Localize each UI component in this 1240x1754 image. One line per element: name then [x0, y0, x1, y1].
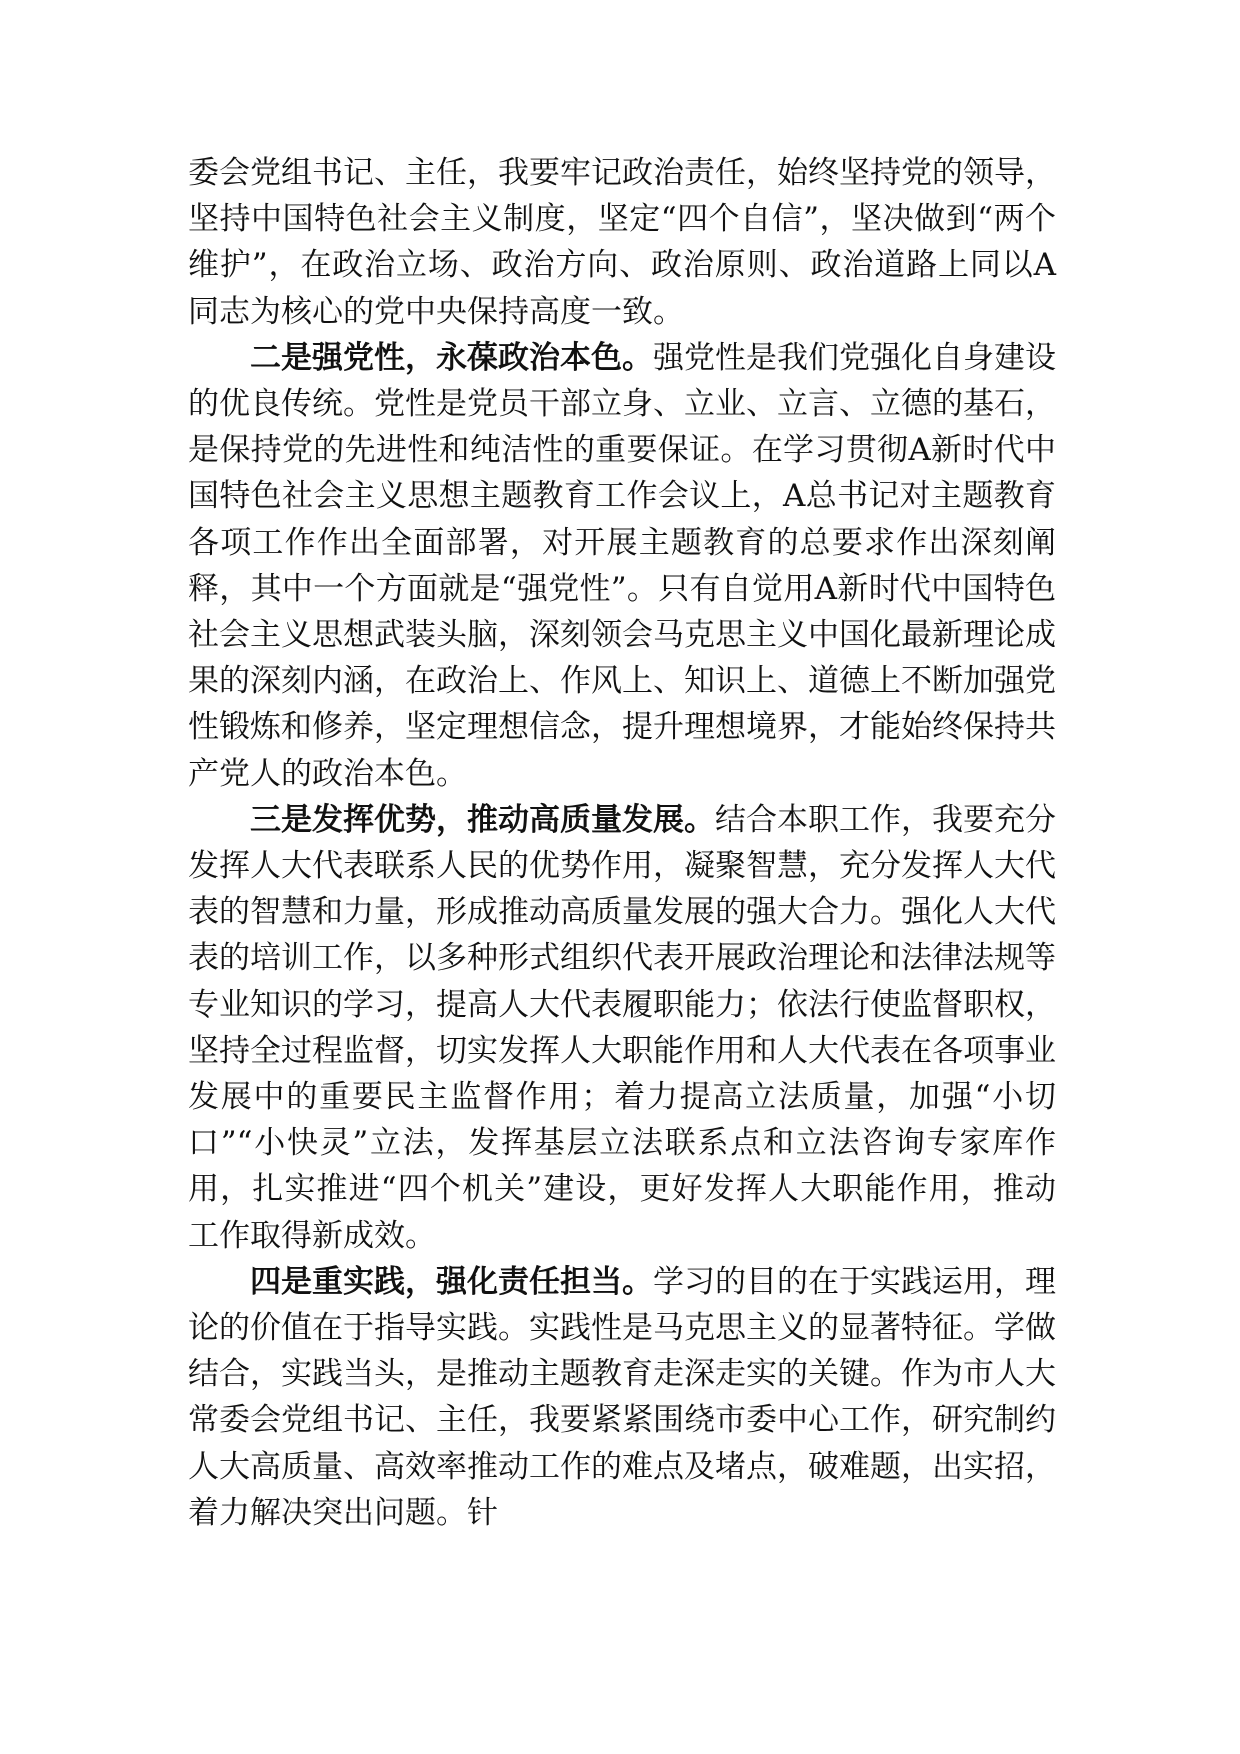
- paragraph-heading: 四是重实践，强化责任担当。: [250, 1263, 653, 1300]
- paragraph-three: [188, 797, 1056, 1259]
- paragraph-four: [188, 1259, 1056, 1536]
- paragraph-text: 学习的目的在于实践运用，理论的价值在于指导实践。实践性是马克思主义的显著特征。学做结合，实践当头，是推动主题教育走深走实的关键。作为市人大常委会党组书记、主任，我要紧紧围绕市委中心工作，研究制约人大高质量、高效率推动工作的难点及堵点，破难题，出实招，着力解决突出问题。针: [188, 1263, 1056, 1531]
- paragraph-two: [188, 335, 1056, 797]
- paragraph-continued: [188, 150, 1056, 335]
- paragraph-text: 委会党组书记、主任，我要牢记政治责任，始终坚持党的领导，坚持中国特色社会主义制度，坚定“四个自信”，坚决做到“两个维护”，在政治立场、政治方向、政治原则、政治道路上同以A同志为核心的党中央保持高度一致。: [188, 155, 1056, 330]
- paragraph-heading: 三是发挥优势，推动高质量发展。: [250, 801, 715, 838]
- document-body: [188, 150, 1056, 1536]
- paragraph-heading: 二是强党性，永葆政治本色。: [250, 339, 653, 376]
- paragraph-text: 结合本职工作，我要充分发挥人大代表联系人民的优势作用，凝聚智慧，充分发挥人大代表的智慧和力量，形成推动高质量发展的强大合力。强化人大代表的培训工作，以多种形式组织代表开展政治理论和法律法规等专业知识的学习，提高人大代表履职能力；依法行使监督职权，坚持全过程监督，切实发挥人大职能作用和人大代表在各项事业发展中的重要民主监督作用；着力提高立法质量，加强“小切口”“小快灵”立法，发挥基层立法联系点和立法咨询专家库作用，扎实推进“四个机关”建设，更好发挥人大职能作用，推动工作取得新成效。: [188, 801, 1056, 1254]
- paragraph-text: 强党性是我们党强化自身建设的优良传统。党性是党员干部立身、立业、立言、立德的基石，是保持党的先进性和纯洁性的重要保证。在学习贯彻A新时代中国特色社会主义思想主题教育工作会议上，A总书记对主题教育各项工作作出全面部署，对开展主题教育的总要求作出深刻阐释，其中一个方面就是“强党性”。只有自觉用A新时代中国特色社会主义思想武装头脑，深刻领会马克思主义中国化最新理论成果的深刻内涵，在政治上、作风上、知识上、道德上不断加强党性锻炼和修养，坚定理想信念，提升理想境界，才能始终保持共产党人的政治本色。: [188, 339, 1056, 792]
